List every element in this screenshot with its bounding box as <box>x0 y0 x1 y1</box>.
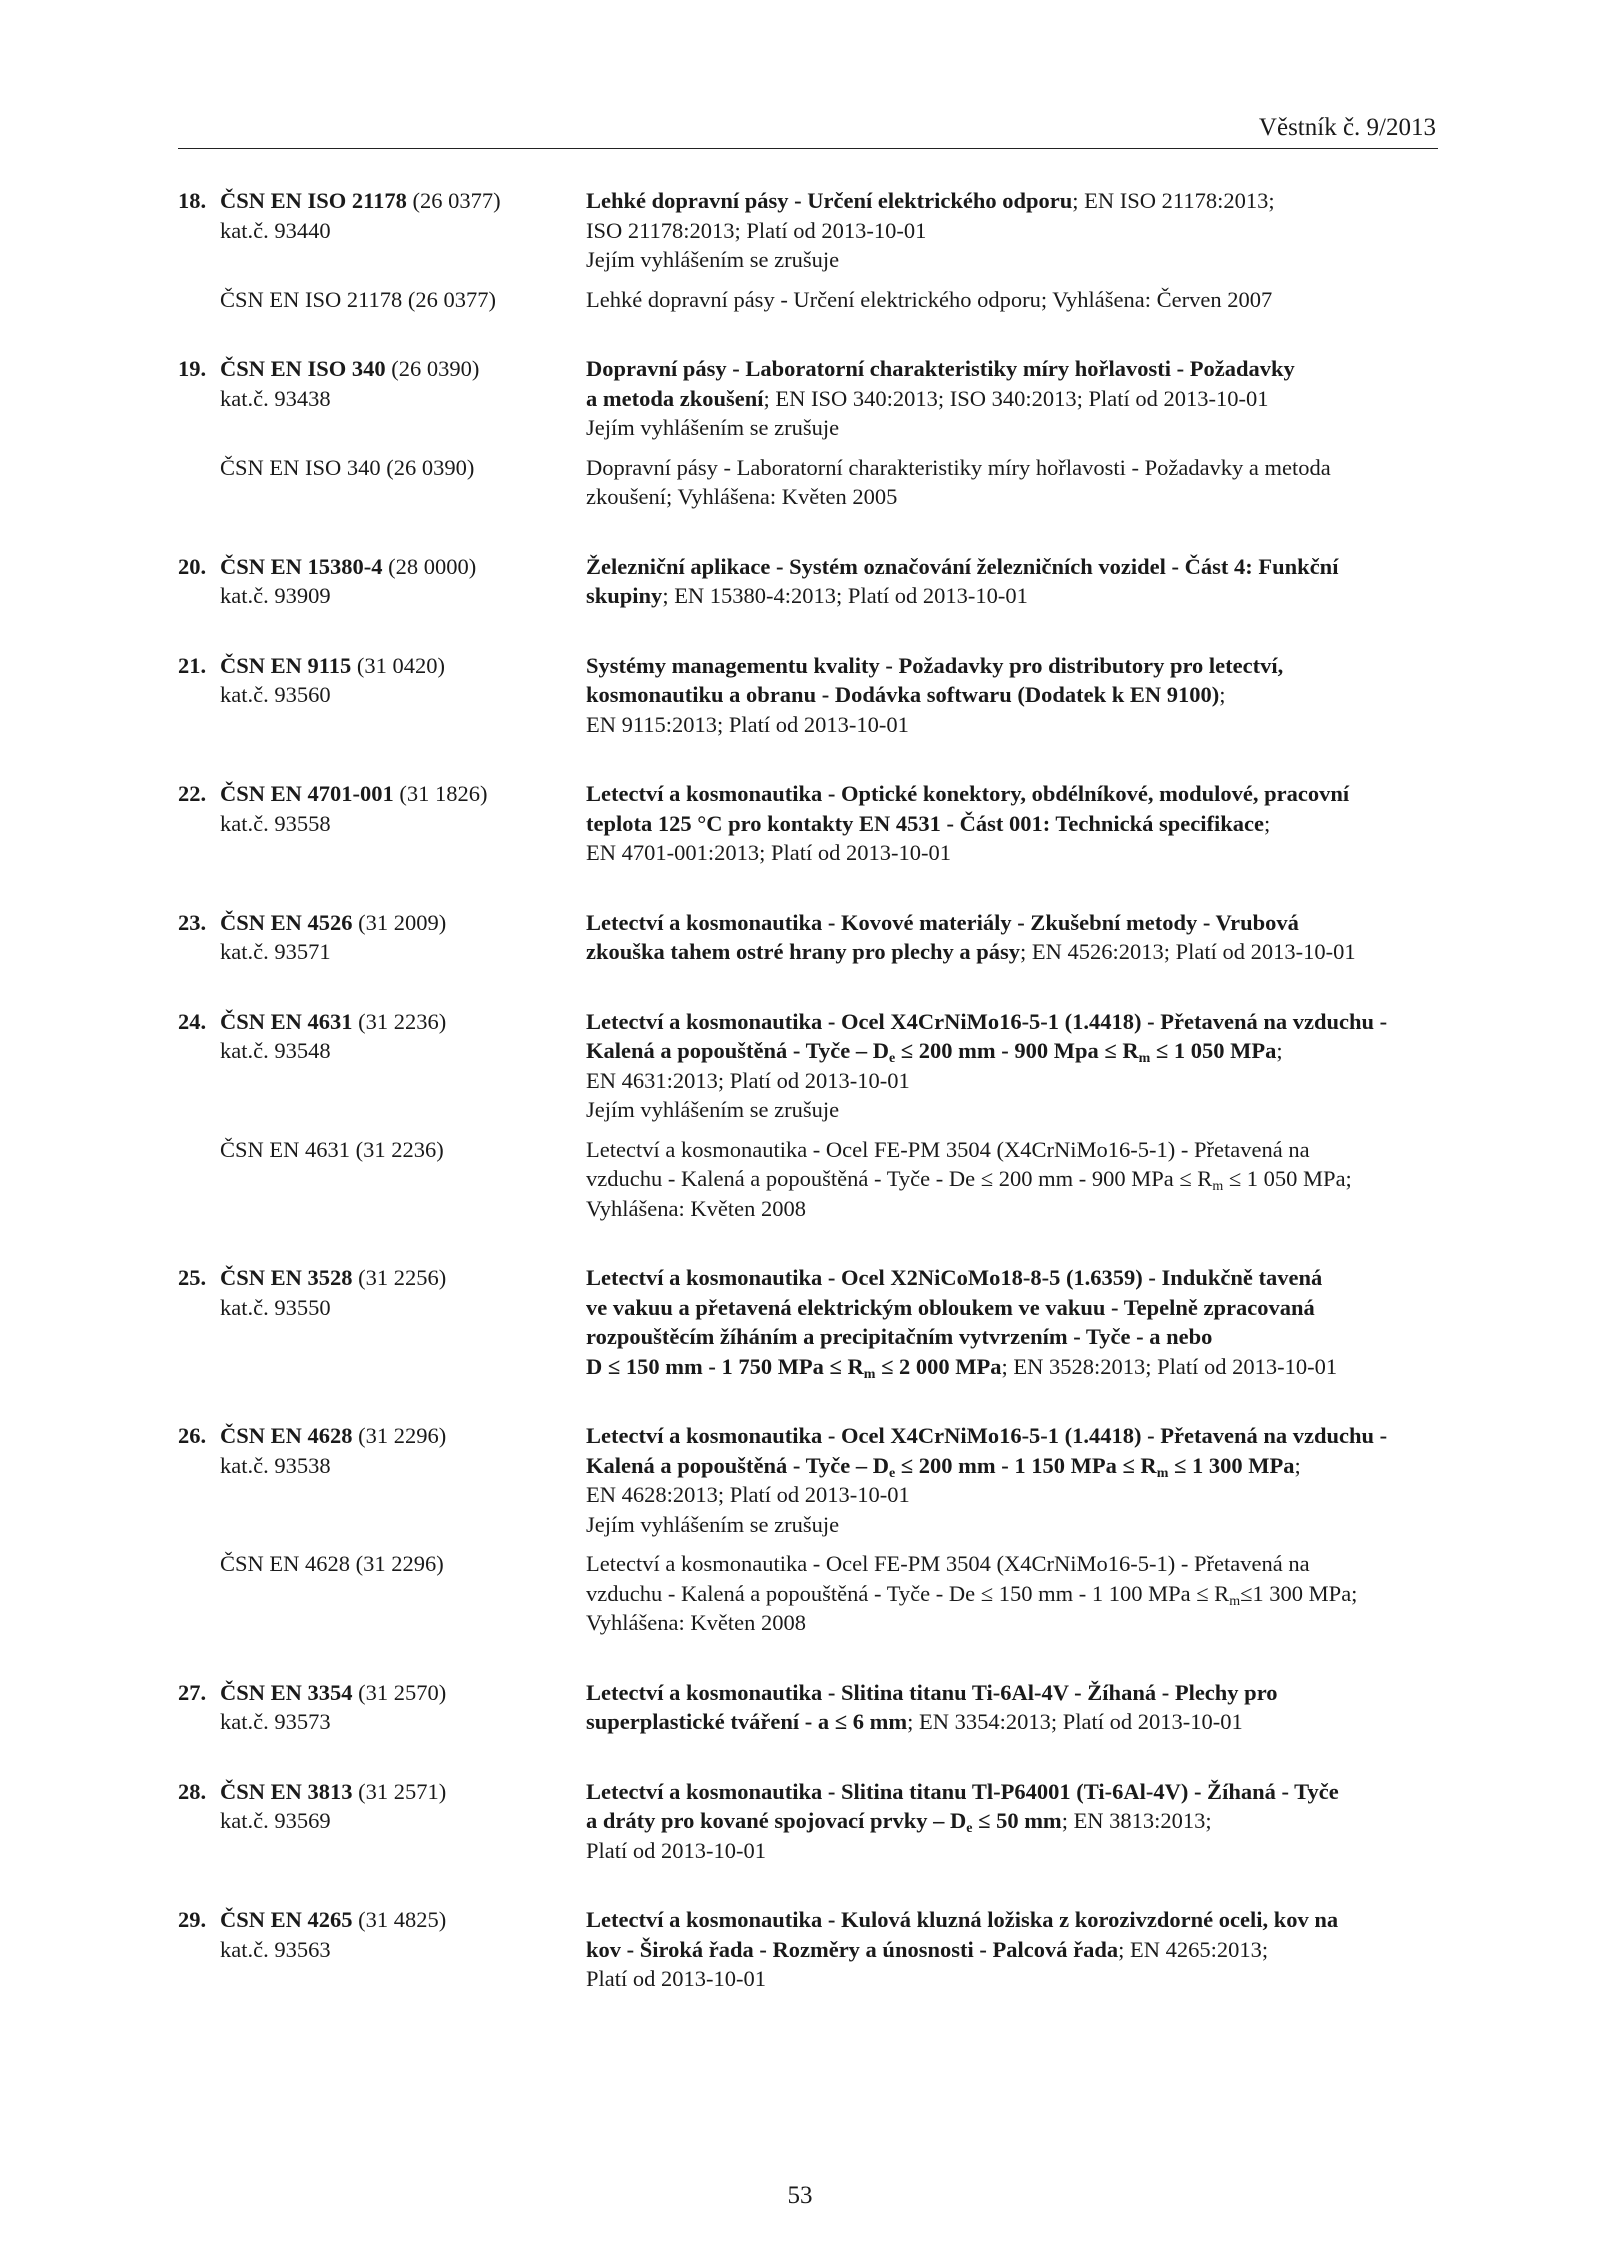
page-number: 53 <box>787 2182 813 2209</box>
list-item <box>178 1007 1440 1224</box>
standard-description: Letectví a kosmonautika - Ocel X4CrNiMo16-5-1 (1.4418) - Přetavená na vzduchu - Kalená a popouštěná - Tyče – $D_e \le 200$ mm - 900 Mpa ≤ $R_m \le 1$ 050 MPa; EN 4631:2013; Platí od 2013-10-01 Jejím vyhlášením se zrušuje <box>586 1008 1388 1122</box>
replaced-standard: ČSN EN ISO 340 (26 0390) Dopravní pásy - Laboratorní charakteristiky míry hořlavosti - Požadavky a metoda zkoušení; Vyhlášena: Květen 2005 <box>220 454 1331 509</box>
standard-description: Letectví a kosmonautika - Kulová kluzná ložiska z korozivzdorné oceli, kov na kov - Široká řada - Rozměry a únosnosti - Palcová řada; EN 4265:2013; Platí od 2013-10-01 <box>586 1907 1339 1991</box>
list-item <box>178 908 1440 967</box>
list-item <box>178 1421 1440 1638</box>
standard-description: Letectví a kosmonautika - Optické konektory, obdélníkové, modulové, pracovní teplota 125 °C pro kontakty EN 4531 - Část 001: Technická specifikace; EN 4701-001:2013; Platí od 2013-10-01 <box>586 781 1350 865</box>
catalog-number: kat.č. 93560 <box>220 682 331 707</box>
list-item <box>178 651 1440 740</box>
catalog-number: kat.č. 93558 <box>220 810 331 836</box>
catalog-number: kat.č. 93548 <box>220 1038 331 1063</box>
list-item <box>178 1678 1440 1737</box>
standard-description: Železniční aplikace - Systém označování železničních vozidel - Část 4: Funkční skupiny; EN 15380-4:2013; Platí od 2013-10-01 <box>586 553 1339 608</box>
standard-description: Letectví a kosmonautika - Ocel X2NiCoMo18-8-5 (1.6359) - Indukčně tavená ve vakuu a přetavená elektrickým obloukem ve vakuu - Tepelně zpracovaná rozpouštěcím žíháním a precipitačním vytvrzením - Tyče - a nebo D ≤ 150 mm - 1 750 MPa ≤ $R_m \le 2$ 000 MPa; EN 3528:2013; Platí od 2013-10-01 <box>586 1265 1338 1382</box>
page-header <box>178 108 1438 149</box>
catalog-number: kat.č. 93563 <box>220 1936 331 1962</box>
list-item <box>178 354 1440 512</box>
catalog-number: kat.č. 93569 <box>220 1808 331 1833</box>
list-item <box>178 552 1440 611</box>
standards-list <box>178 186 1440 2034</box>
standard-id: 22. ČSN EN 4701-001 (31 1826) kat.č. 93558 <box>178 779 586 838</box>
standard-id: 27. ČSN EN 3354 (31 2570) kat.č. 93573 <box>178 1678 586 1737</box>
standard-id: 28. ČSN EN 3813 (31 2571) kat.č. 93569 <box>178 1777 586 1836</box>
standard-id: 18. ČSN EN ISO 21178 (26 0377) kat.č. 93440 <box>178 186 586 245</box>
replaced-standard: ČSN EN 4628 (31 2296) Letectví a kosmonautika - Ocel FE-PM 3504 (X4CrNiMo16-5-1) - Přetavená na vzduchu - Kalená a popouštěná - Tyče - De ≤ 150 mm - 1 100 MPa ≤ $R_m\le 1$ 300 MPa; Vyhlášena: Květen 2008 <box>220 1551 1358 1635</box>
catalog-number: kat.č. 93573 <box>220 1709 331 1734</box>
standard-id: 19. ČSN EN ISO 340 (26 0390) kat.č. 93438 <box>178 354 586 413</box>
standard-description: Letectví a kosmonautika - Kovové materiály - Zkušební metody - Vrubová zkouška tahem ostré hrany pro plechy a pásy; EN 4526:2013; Platí od 2013-10-01 <box>586 909 1356 964</box>
list-item <box>178 779 1440 868</box>
standard-description: Dopravní pásy - Laboratorní charakteristiky míry hořlavosti - Požadavky a metoda zkoušení; EN ISO 340:2013; ISO 340:2013; Platí od 2013-10-01 Jejím vyhlášením se zrušuje <box>586 356 1295 440</box>
list-item <box>178 1777 1440 1866</box>
catalog-number: kat.č. 93440 <box>220 217 331 243</box>
list-item <box>178 1263 1440 1381</box>
standard-id: 20. ČSN EN 15380-4 (28 0000) kat.č. 93909 <box>178 552 586 611</box>
catalog-number: kat.č. 93571 <box>220 939 331 964</box>
catalog-number: kat.č. 93538 <box>220 1452 331 1478</box>
standard-id: 21. ČSN EN 9115 (31 0420) kat.č. 93560 <box>178 651 586 710</box>
standard-id: 25. ČSN EN 3528 (31 2256) kat.č. 93550 <box>178 1263 586 1322</box>
standard-id: 29. ČSN EN 4265 (31 4825) kat.č. 93563 <box>178 1905 586 1964</box>
standard-description: Systémy managementu kvality - Požadavky pro distributory pro letectví, kosmonautiku a obranu - Dodávka softwaru (Dodatek k EN 9100); EN 9115:2013; Platí od 2013-10-01 <box>586 652 1284 737</box>
catalog-number: kat.č. 93438 <box>220 385 331 411</box>
standard-description: Letectví a kosmonautika - Slitina titanu Tl-P64001 (Ti-6Al-4V) - Žíhaná - Tyče a dráty pro kované spojovací prvky – $D_e \le 50$ mm; EN 3813:2013; Platí od 2013-10-01 <box>586 1778 1339 1863</box>
replaced-standard: ČSN EN ISO 21178 (26 0377) Lehké dopravní pásy - Určení elektrického odporu; Vyhlášena: Červen 2007 <box>220 286 1273 312</box>
standard-description: Letectví a kosmonautika - Ocel X4CrNiMo16-5-1 (1.4418) - Přetavená na vzduchu - Kalená a popouštěná - Tyče – $D_e \le 200$ mm - 1 150 MPa ≤ $R_m \le 1$ 300 MPa; EN 4628:2013; Platí od 2013-10-01 Jejím vyhlášením se zrušuje <box>586 1423 1388 1537</box>
standard-description: Lehké dopravní pásy - Určení elektrického odporu; EN ISO 21178:2013; ISO 21178:2013; Platí od 2013-10-01 Jejím vyhlášením se zrušuje <box>586 188 1275 272</box>
replaced-standard: ČSN EN 4631 (31 2236) Letectví a kosmonautika - Ocel FE-PM 3504 (X4CrNiMo16-5-1) - Přetavená na vzduchu - Kalená a popouštěná - Tyče - De ≤ 200 mm - 900 MPa ≤ $R_m \le 1$ 050 MPa; Vyhlášena: Květen 2008 <box>220 1136 1352 1221</box>
standard-id: 26. ČSN EN 4628 (31 2296) kat.č. 93538 <box>178 1421 586 1480</box>
standard-description: Letectví a kosmonautika - Slitina titanu Ti-6Al-4V - Žíhaná - Plechy pro superplastické tváření - a ≤ 6 mm; EN 3354:2013; Platí od 2013-10-01 <box>586 1679 1278 1734</box>
standard-id: 23. ČSN EN 4526 (31 2009) kat.č. 93571 <box>178 908 586 967</box>
journal-title: Věstník č. 9/2013 <box>1258 114 1436 141</box>
standard-id: 24. ČSN EN 4631 (31 2236) kat.č. 93548 <box>178 1007 586 1066</box>
catalog-number: kat.č. 93550 <box>220 1294 331 1320</box>
list-item <box>178 1905 1440 1994</box>
catalog-number: kat.č. 93909 <box>220 583 331 608</box>
list-item <box>178 186 1440 314</box>
